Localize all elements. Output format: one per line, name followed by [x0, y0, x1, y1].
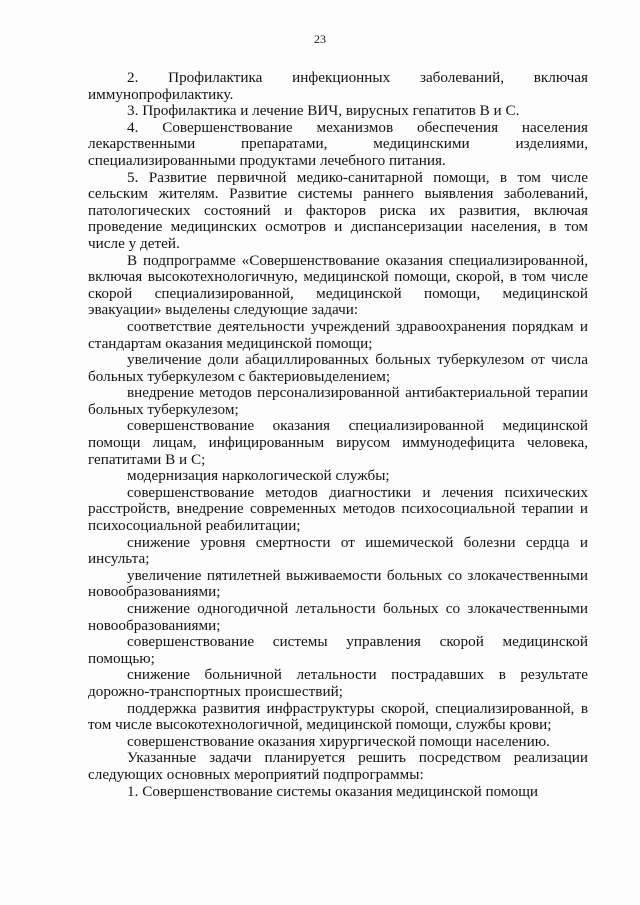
task-list-item: совершенствование методов диагностики и лечения психических расстройств, внедрение современных методов психосоциальной терапии и психосоциальной реабилитации; — [88, 483, 588, 535]
task-list-item: снижение больничной летальности пострадавших в результате дорожно-транспортных происшествий; — [88, 666, 588, 700]
document-body — [88, 70, 588, 800]
task-list-item: совершенствование оказания хирургической помощи населению. — [127, 732, 550, 750]
task-list-item: соответствие деятельности учреждений здравоохранения порядкам и стандартам оказания медицинской помощи; — [88, 317, 588, 352]
task-list-item: модернизация наркологической службы; — [127, 467, 390, 485]
measure-item-1: 1. Совершенствование системы оказания медицинской помощи — [127, 782, 539, 800]
task-list-item: увеличение доли абациллированных больных туберкулезом от числа больных туберкулезом с бактериовыделением; — [88, 351, 588, 385]
task-list-item: увеличение пятилетней выживаемости больных со злокачественными новообразованиями; — [88, 566, 588, 601]
task-list-item: совершенствование системы управления скорой медицинской помощью; — [88, 633, 588, 667]
task-list-item: совершенствование оказания специализированной медицинской помощи лицам, инфицированным вирусом иммунодефицита человека, гепатитами В и С; — [88, 417, 588, 468]
paragraph-item-5: 5. Развитие первичной медико-санитарной помощи, в том числе сельским жителям. Развитие системы раннего выявления заболеваний, патологических состояний и факторов риска их развития, включая проведение медицинских осмотров и диспансеризации населения, в том числе у детей. — [88, 168, 588, 252]
paragraph-item-3: 3. Профилактика и лечение ВИЧ, вирусных гепатитов В и С. — [127, 102, 520, 120]
paragraph-item-4: 4. Совершенствование механизмов обеспечения населения лекарственными препаратами, медицинскими изделиями, специализированными продуктами лечебного питания. — [88, 118, 588, 169]
task-list-item: внедрение методов персонализированной антибактериальной терапии больных туберкулезом; — [88, 384, 588, 418]
task-list-item: поддержка развития инфраструктуры скорой, специализированной, в том числе высокотехнологичной, медицинской помощи, службы крови; — [88, 699, 588, 734]
subprogram-intro-paragraph: В подпрограмме «Совершенствование оказания специализированной, включая высокотехнологичную, медицинской помощи, скорой, в том числе скорой специализированной, медицинской помощи, медицинской эвакуации» выделены следующие задачи: — [88, 251, 588, 319]
task-list-item: снижение одногодичной летальности больных со злокачественными новообразованиями; — [88, 600, 588, 634]
paragraph-item-2: 2. Профилактика инфекционных заболеваний, включая иммунопрофилактику. — [88, 69, 588, 103]
page-number: 23 — [314, 32, 326, 46]
measures-intro-paragraph: Указанные задачи планируется решить посредством реализации следующих основных мероприятий подпрограммы: — [88, 749, 588, 783]
task-list-item: снижение уровня смертности от ишемической болезни сердца и инсульта; — [88, 533, 588, 568]
